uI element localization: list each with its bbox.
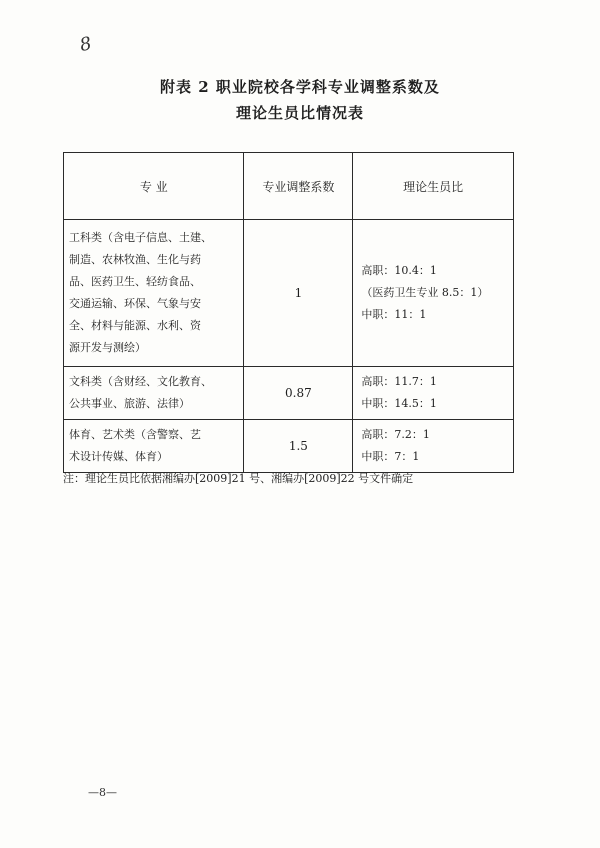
ratio-cell (353, 367, 514, 420)
header-ratio: 理论生员比 (353, 153, 514, 220)
major-text: 工科类（含电子信息、土建、 (69, 231, 212, 244)
ratio-text: 高职：10.4：1 (361, 264, 437, 277)
table-row (64, 367, 514, 420)
header-major: 专 业 (64, 153, 244, 220)
major-text: 品、医药卫生、轻纺食品、 (69, 275, 201, 288)
major-text: 术设计传媒、体育） (69, 450, 168, 463)
major-text: 公共事业、旅游、法律） (69, 397, 190, 410)
ratio-text: （医药卫生专业 8.5：1） (361, 286, 489, 299)
major-text: 源开发与测绘） (69, 341, 146, 354)
ratio-text: 中职：7：1 (361, 450, 420, 463)
page-number: —8— (88, 786, 117, 799)
ratio-cell (353, 420, 514, 473)
major-text: 制造、农林牧渔、生化与药 (69, 253, 201, 266)
major-cell (64, 367, 244, 420)
table-row (64, 420, 514, 473)
ratio-text: 高职：7.2：1 (361, 428, 430, 441)
coefficient-cell: 0.87 (244, 367, 353, 420)
coefficient-table (63, 152, 514, 473)
major-text: 文科类（含财经、文化教育、 (69, 375, 212, 388)
handwritten-page-mark: 8 (77, 33, 94, 56)
table-header-row (64, 153, 514, 220)
table-row (64, 220, 514, 367)
major-text: 体育、艺术类（含警察、艺 (69, 428, 201, 441)
major-text: 交通运输、环保、气象与安 (69, 297, 201, 310)
ratio-text: 中职：11：1 (361, 308, 427, 321)
major-cell (64, 220, 244, 367)
ratio-cell (353, 220, 514, 367)
major-cell (64, 420, 244, 473)
ratio-text: 中职：14.5：1 (361, 397, 437, 410)
coefficient-cell: 1 (244, 220, 353, 367)
major-text: 全、材料与能源、水利、资 (69, 319, 201, 332)
table-footnote: 注：理论生员比依据湘编办[2009]21 号、湘编办[2009]22 号文件确定 (63, 472, 414, 485)
coefficient-cell: 1.5 (244, 420, 353, 473)
ratio-text: 高职：11.7：1 (361, 375, 437, 388)
table-title-line-2: 理论生员比情况表 (235, 104, 364, 122)
header-coefficient: 专业调整系数 (244, 153, 353, 220)
table-title-line-1: 附表 2 职业院校各学科专业调整系数及 (160, 78, 440, 96)
